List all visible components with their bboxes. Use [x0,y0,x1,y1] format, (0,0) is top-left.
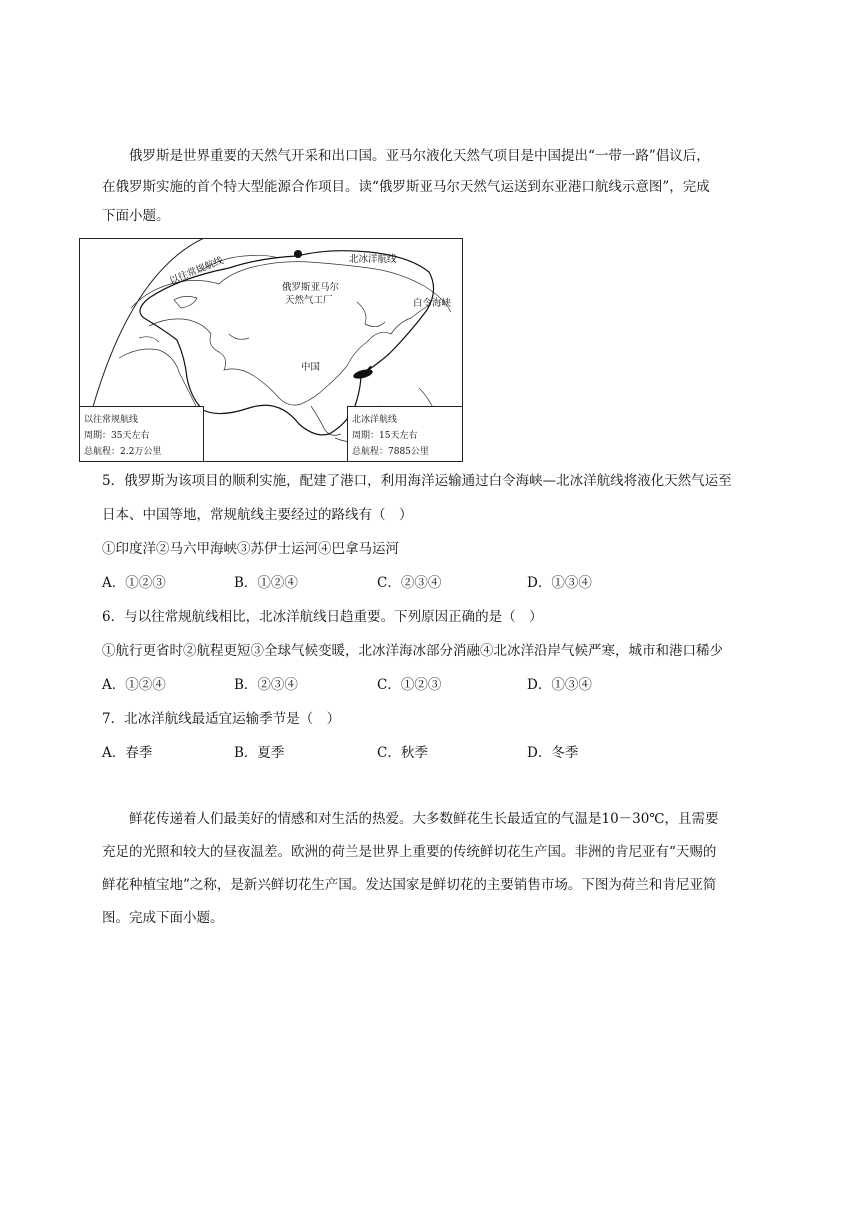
option-c[interactable]: C．②③④ [377,575,442,591]
question-stem: 与以往常规航线相比，北冰洋航线日趋重要。下列原因正确的是（ ） [124,609,543,625]
option-c[interactable]: C．①②③ [377,677,442,693]
old-route-box-distance: 总航程：2.2万公里 [84,447,162,457]
passage-2-line: 充足的光照和较大的昼夜温差。欧洲的荷兰是世界上重要的传统鲜切花生产国。非洲的肯尼亚有“天赐的 [102,844,717,860]
question-number: 7． [102,711,125,727]
option-d[interactable]: D．①③④ [527,575,592,591]
question-6-stem [102,607,792,627]
passage-1 [102,140,782,233]
arctic-route-box-title: 北冰洋航线 [352,415,398,425]
question-6-statements: ①航行更省时②航程更短③全球气候变暖，北冰洋海冰部分消融④北冰洋沿岸气候严寒，城市和港口稀少 [102,643,723,659]
question-5-stem-line-1 [102,471,792,491]
map-label-plant-2: 天然气工厂 [285,295,333,306]
old-route-box-period: 周期：35天左右 [84,431,150,441]
map-label-plant-1: 俄罗斯亚马尔 [282,282,340,293]
question-5-statements: ①印度洋②马六甲海峡③苏伊士运河④巴拿马运河 [102,541,399,557]
map-label-old-route: 以往常规航线 [168,255,225,287]
option-d[interactable]: D．①③④ [527,677,592,693]
question-7-stem [102,709,792,729]
map-label-china: 中国 [301,362,321,373]
option-b[interactable]: B．②③④ [234,677,298,693]
arctic-route-line [297,251,434,372]
arctic-route-box-period: 周期：15天左右 [352,431,418,441]
arctic-route-box-distance: 总航程：7885公里 [352,447,429,457]
question-number: 5． [102,473,125,489]
passage-2-line: 鲜花种植宝地”之称，是新兴鲜切花生产国。发达国家是鲜切花的主要销售市场。下图为荷兰和肯尼亚简 [102,877,717,893]
option-a[interactable]: A．①②④ [102,677,166,693]
question-stem: 北冰洋航线最适宜运输季节是（ ） [124,711,341,727]
question-stem: 俄罗斯为该项目的顺利实施，配建了港口，利用海洋运输通过白令海峡—北冰洋航线将液化天然气运至 [124,473,732,489]
option-a[interactable]: A．春季 [102,745,153,761]
passage-2-line: 鲜花传递着人们最美好的情感和对生活的热爱。大多数鲜花生长最适宜的气温是10－30℃，且需要 [129,811,719,827]
passage-1-line: 俄罗斯是世界重要的天然气开采和出口国。亚马尔液化天然气项目是中国提出“一带一路”倡议后， [129,148,710,164]
map-label-bering: 白令海峡 [413,298,452,309]
passage-1-line: 在俄罗斯实施的首个特大型能源合作项目。读“俄罗斯亚马尔天然气运送到东亚港口航线示意图”，完成 [102,179,710,195]
passage-2 [102,803,782,935]
option-b[interactable]: B．夏季 [234,745,285,761]
route-map [79,238,463,462]
yamal-plant-marker [294,250,302,258]
passage-1-line: 下面小题。 [102,208,170,224]
old-route-box-title: 以往常规航线 [84,415,139,425]
option-d[interactable]: D．冬季 [527,745,579,761]
destination-port-marker [352,368,373,381]
question-5-stem-line-2: 日本、中国等地，常规航线主要经过的路线有（ ） [102,507,413,523]
option-b[interactable]: B．①②④ [234,575,298,591]
route-map-drawing [79,238,463,462]
option-c[interactable]: C．秋季 [377,745,428,761]
option-a[interactable]: A．①②③ [102,575,166,591]
map-label-arctic-route: 北冰洋航线 [349,254,397,265]
question-number: 6． [102,609,125,625]
passage-2-line: 图。完成下面小题。 [102,910,224,926]
